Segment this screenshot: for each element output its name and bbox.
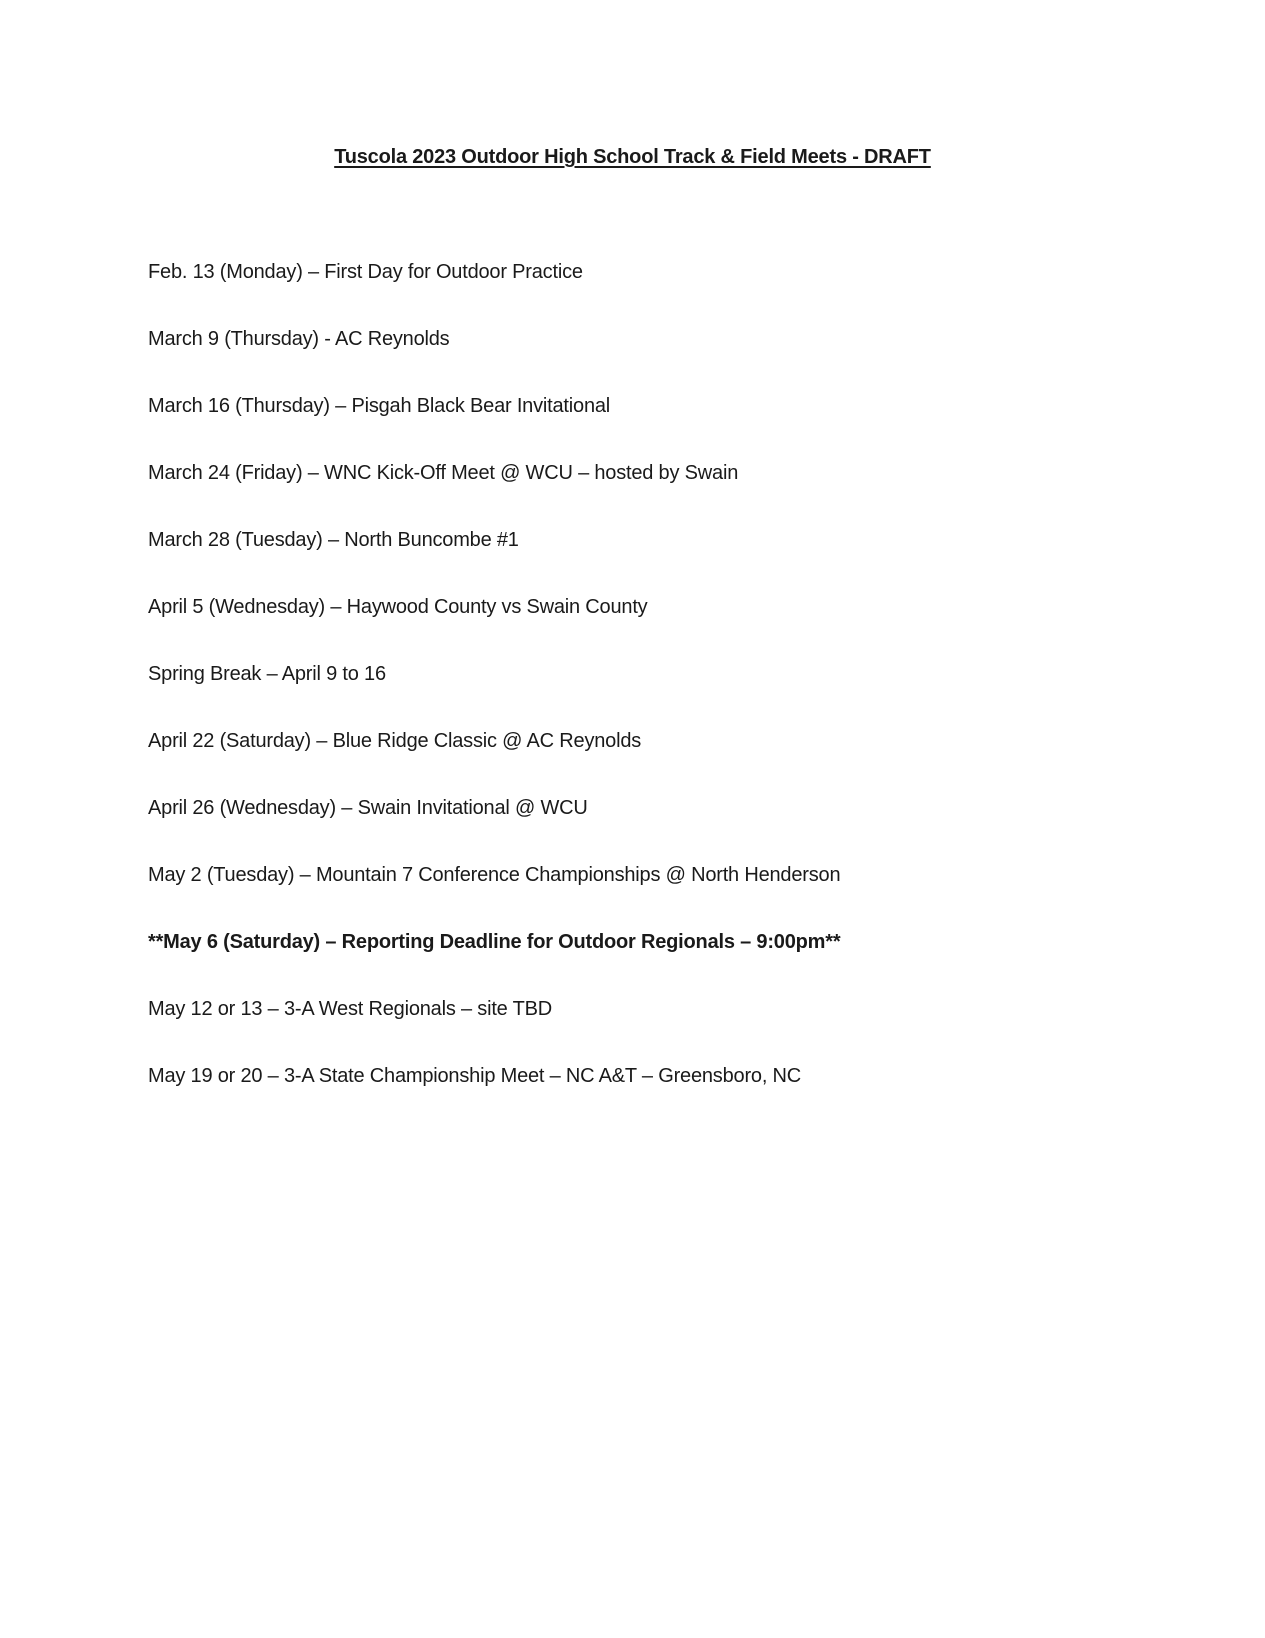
schedule-entry: May 19 or 20 – 3-A State Championship Meet – NC A&T – Greensboro, NC	[148, 1065, 802, 1087]
document-title: Tuscola 2023 Outdoor High School Track & Field Meets - DRAFT	[334, 146, 931, 168]
schedule-entry: Spring Break – April 9 to 16	[148, 663, 386, 685]
schedule-entry: March 9 (Thursday) - AC Reynolds	[148, 328, 450, 350]
schedule-entry: April 22 (Saturday) – Blue Ridge Classic @ AC Reynolds	[148, 730, 642, 752]
schedule-entry: April 5 (Wednesday) – Haywood County vs Swain County	[148, 596, 648, 618]
schedule-entry: May 2 (Tuesday) – Mountain 7 Conference Championships @ North Henderson	[148, 864, 841, 886]
schedule-entry: May 12 or 13 – 3-A West Regionals – site TBD	[148, 998, 552, 1020]
schedule-entry: March 16 (Thursday) – Pisgah Black Bear Invitational	[148, 395, 611, 417]
schedule-entry: March 24 (Friday) – WNC Kick-Off Meet @ WCU – hosted by Swain	[148, 462, 739, 484]
schedule-entry: Feb. 13 (Monday) – First Day for Outdoor Practice	[148, 261, 583, 283]
schedule-entry-deadline: **May 6 (Saturday) – Reporting Deadline for Outdoor Regionals – 9:00pm**	[148, 931, 841, 953]
schedule-entry: March 28 (Tuesday) – North Buncombe #1	[148, 529, 519, 551]
schedule-list	[148, 259, 840, 1130]
schedule-entry: April 26 (Wednesday) – Swain Invitational @ WCU	[148, 797, 588, 819]
